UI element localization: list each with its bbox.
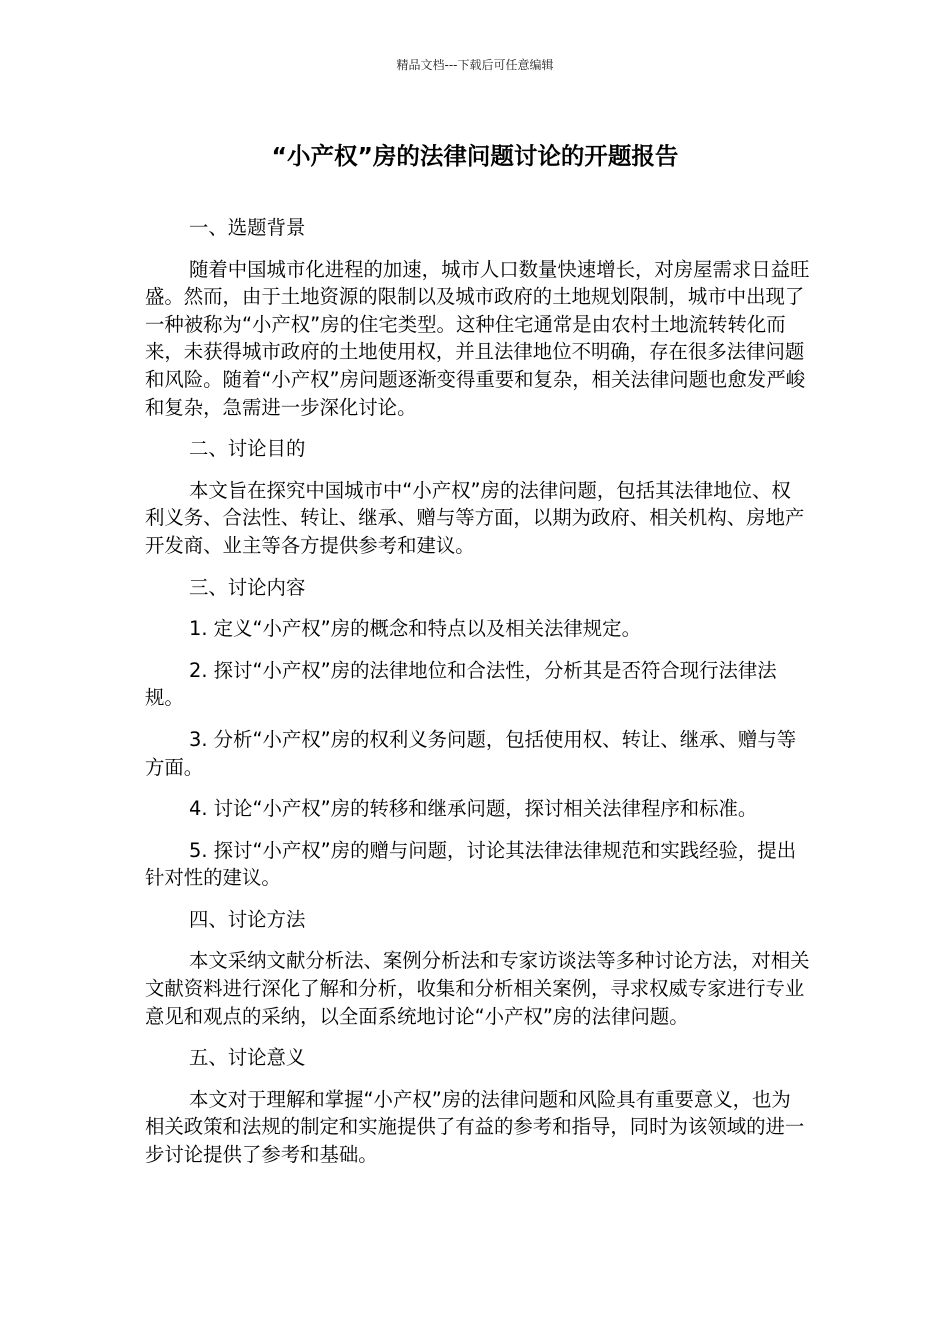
content-list-item: 3. 分析“小产权”房的权利义务问题，包括使用权、转让、继承、赠与等方面。 <box>145 727 797 779</box>
content-list-item: 4. 讨论“小产权”房的转移和继承问题，探讨相关法律程序和标准。 <box>189 797 758 821</box>
document-body <box>145 214 810 1183</box>
header-note: 精品文档---下载后可任意编辑 <box>396 58 554 72</box>
section-text-background: 随着中国城市化进程的加速，城市人口数量快速增长，对房屋需求日益旺盛。然而，由于土地资源的限制以及城市政府的土地规划限制，城市中出现了一种被称为“小产权”房的住宅类型。这种住宅通常是由农村土地流转转化而来，未获得城市政府的土地使用权，并且法律地位不明确，存在很多法律问题和风险。随着“小产权”房问题逐渐变得重要和复杂，相关法律问题也愈发严峻和复杂，急需进一步深化讨论。 <box>145 257 810 419</box>
section-text-significance: 本文对于理解和掌握“小产权”房的法律问题和风险具有重要意义，也为相关政策和法规的制定和实施提供了有益的参考和指导，同时为该领域的进一步讨论提供了参考和基础。 <box>145 1087 805 1167</box>
section-heading-purpose: 二、讨论目的 <box>189 437 306 461</box>
section-text-purpose: 本文旨在探究中国城市中“小产权”房的法律问题，包括其法律地位、权利义务、合法性、转让、继承、赠与等方面，以期为政府、相关机构、房地产开发商、业主等各方提供参考和建议。 <box>145 478 805 557</box>
section-heading-content: 三、讨论内容 <box>189 575 306 599</box>
content-list-item: 5. 探讨“小产权”房的赠与问题，讨论其法律法律规范和实践经验，提出针对性的建议。 <box>145 838 797 890</box>
section-heading-background: 一、选题背景 <box>189 216 306 239</box>
content-list-item: 2. 探讨“小产权”房的法律地位和合法性，分析其是否符合现行法律法规。 <box>145 658 777 710</box>
document-title: “小产权”房的法律问题讨论的开题报告 <box>271 142 679 170</box>
section-heading-significance: 五、讨论意义 <box>189 1046 306 1070</box>
section-heading-method: 四、讨论方法 <box>189 907 306 931</box>
content-list-item: 1. 定义“小产权”房的概念和特点以及相关法律规定。 <box>189 617 641 641</box>
section-text-method: 本文采纳文献分析法、案例分析法和专家访谈法等多种讨论方法，对相关文献资料进行深化了解和分析，收集和分析相关案例，寻求权威专家进行专业意见和观点的采纳，以全面系统地讨论“小产权”房的法律问题。 <box>145 949 810 1028</box>
